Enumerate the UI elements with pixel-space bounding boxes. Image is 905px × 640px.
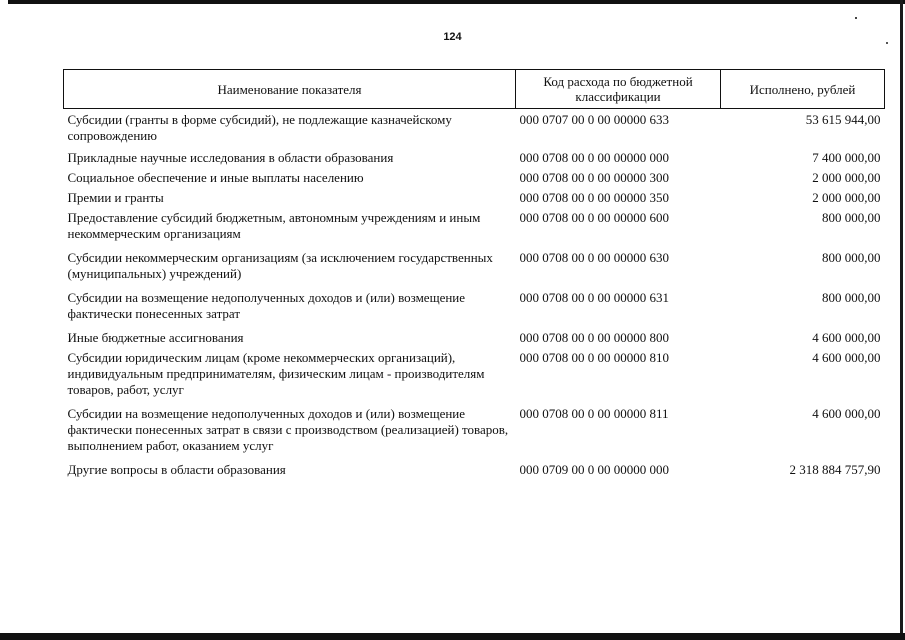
executed-amount: 4 600 000,00 xyxy=(812,330,881,345)
budget-execution-table xyxy=(63,69,885,482)
expense-code: 000 0709 00 0 00 00000 000 xyxy=(519,462,669,477)
indicator-name: Прикладные научные исследования в области образования xyxy=(67,150,394,165)
table-row xyxy=(64,406,885,462)
indicator-name: Премии и гранты xyxy=(67,190,164,205)
expense-code: 000 0708 00 0 00 00000 000 xyxy=(519,150,669,165)
scan-border-bottom xyxy=(0,633,905,640)
indicator-name: Субсидии на возмещение недополученных доходов и (или) возмещение фактически понесенных затрат в связи с производством (реализацией) товаров, выполнением работ, оказанием услуг xyxy=(67,406,509,453)
expense-code: 000 0708 00 0 00 00000 810 xyxy=(519,350,669,365)
expense-code: 000 0708 00 0 00 00000 811 xyxy=(519,406,669,421)
table-row xyxy=(64,330,885,350)
scan-border-top xyxy=(8,0,905,4)
indicator-name: Иные бюджетные ассигнования xyxy=(67,330,244,345)
expense-code: 000 0708 00 0 00 00000 630 xyxy=(519,250,669,265)
expense-code: 000 0708 00 0 00 00000 300 xyxy=(519,170,669,185)
executed-amount: 2 000 000,00 xyxy=(812,170,881,185)
executed-amount: 800 000,00 xyxy=(822,250,881,265)
table-header-row xyxy=(64,70,885,109)
executed-amount: 2 000 000,00 xyxy=(812,190,881,205)
table-row xyxy=(64,190,885,210)
indicator-name: Другие вопросы в области образования xyxy=(67,462,286,477)
executed-amount: 800 000,00 xyxy=(822,210,881,225)
table-row xyxy=(64,170,885,190)
executed-amount: 800 000,00 xyxy=(822,290,881,305)
executed-amount: 53 615 944,00 xyxy=(805,112,881,127)
indicator-name: Субсидии некоммерческим организациям (за исключением государственных (муниципальных) учреждений) xyxy=(67,250,493,281)
table-row xyxy=(64,109,885,151)
table-row xyxy=(64,150,885,170)
table-row xyxy=(64,210,885,250)
page-number: 124 xyxy=(443,31,462,43)
indicator-name: Субсидии юридическим лицам (кроме некоммерческих организаций), индивидуальным предпринимателям, физическим лицам - производителям товаров, работ, услуг xyxy=(67,350,485,397)
expense-code: 000 0708 00 0 00 00000 800 xyxy=(519,330,669,345)
executed-amount: 4 600 000,00 xyxy=(812,406,881,421)
header-indicator-name: Наименование показателя xyxy=(64,70,516,109)
scan-speck xyxy=(855,17,857,19)
header-executed-amount: Исполнено, рублей xyxy=(721,70,885,109)
table-row xyxy=(64,290,885,330)
expense-code: 000 0707 00 0 00 00000 633 xyxy=(519,112,669,127)
table-row xyxy=(64,250,885,290)
table-row xyxy=(64,462,885,482)
indicator-name: Социальное обеспечение и иные выплаты населению xyxy=(67,170,364,185)
header-expense-code: Код расхода по бюджетной классификации xyxy=(516,70,721,109)
table-row xyxy=(64,350,885,406)
indicator-name: Предоставление субсидий бюджетным, автономным учреждениям и иным некоммерческим организациям xyxy=(67,210,481,241)
expense-code: 000 0708 00 0 00 00000 631 xyxy=(519,290,669,305)
scan-border-right xyxy=(900,0,903,640)
indicator-name: Субсидии (гранты в форме субсидий), не подлежащие казначейскому сопровождению xyxy=(67,112,452,143)
indicator-name: Субсидии на возмещение недополученных доходов и (или) возмещение фактически понесенных затрат xyxy=(67,290,466,321)
executed-amount: 4 600 000,00 xyxy=(812,350,881,365)
executed-amount: 7 400 000,00 xyxy=(812,150,881,165)
expense-code: 000 0708 00 0 00 00000 600 xyxy=(519,210,669,225)
expense-code: 000 0708 00 0 00 00000 350 xyxy=(519,190,669,205)
executed-amount: 2 318 884 757,90 xyxy=(789,462,881,477)
